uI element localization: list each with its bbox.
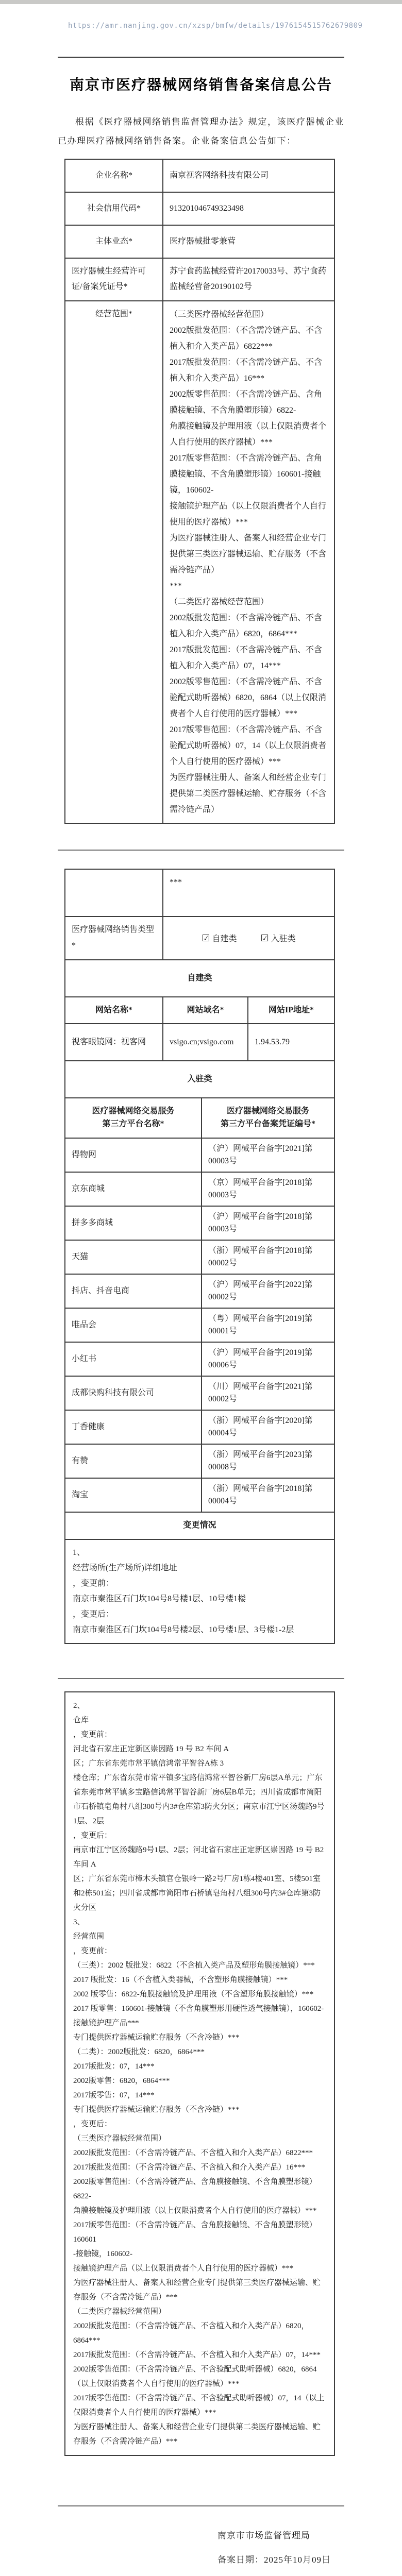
change-line: 南京市秦淮区石门坎104号8号楼1层、10号楼1楼 bbox=[73, 1594, 246, 1603]
change-line: 角膜接触镜及护理用液（以上仅限消费者个人自行使用的医疗器械）*** bbox=[73, 2206, 317, 2215]
change-line: 2017 版批发：16（不含植入类器械，不含塑形角膜接触镜）*** bbox=[73, 1975, 288, 1984]
platform-cert: （浙）网械平台备字[2020]第00004号 bbox=[202, 1411, 335, 1445]
change-line: 2017版零售范围：（不含需冷链产品、含角膜接触镜、不含角膜塑形镜）160601 bbox=[73, 2221, 317, 2244]
change-line: 经营范围 bbox=[73, 1932, 105, 1941]
change-lines bbox=[73, 1545, 327, 1638]
field-value: 医疗器械批零兼营 bbox=[163, 226, 335, 259]
change-line: 楼仓库；广东省东莞市常平镇多宝路信鸿常平智谷新厂房6层A单元；广东省东莞市常平镇多宝路信鸿常平智谷新厂房6层B单元；四川省成都市简阳市石桥镇皂角村八组300号内3#仓库第3防火分区；南京市江宁区汤魏路9号1层、2层 bbox=[73, 1773, 325, 1825]
platform-row bbox=[65, 1445, 335, 1479]
platform-cert: （沪）网械平台备字[2018]第00003号 bbox=[202, 1207, 335, 1241]
scope-line: 2017版零售范围：（不含需冷链产品、含角膜接触镜、不含角膜塑形镜）160601-接触镜，160602- bbox=[170, 453, 323, 495]
platform-row bbox=[65, 1479, 335, 1513]
section-band-changes bbox=[65, 1513, 335, 1539]
change-line: 接触镜护理产品*** bbox=[73, 2019, 139, 2027]
option-label: 入驻类 bbox=[271, 934, 296, 943]
field-label: 医疗器械网络销售类型* bbox=[65, 917, 163, 960]
scope-line: （三类医疗器械经营范围） bbox=[170, 310, 269, 319]
option-label: 自建类 bbox=[212, 934, 237, 943]
table-row bbox=[65, 226, 335, 259]
platform-name: 天猫 bbox=[65, 1241, 202, 1275]
field-label: 医疗器械生经营许可证/备案凭证号* bbox=[65, 259, 163, 301]
table-row-masked bbox=[65, 870, 335, 917]
platform-row bbox=[65, 1139, 335, 1173]
platform-cert: （沪）网械平台备字[2022]第00002号 bbox=[202, 1275, 335, 1309]
column-header: 网站IP地址* bbox=[248, 997, 335, 1024]
change-content bbox=[65, 1692, 335, 2456]
platform-cert: （川）网械平台备字[2021]第00002号 bbox=[202, 1377, 335, 1411]
change-line: 3、 bbox=[73, 1918, 85, 1926]
section-header: 入驻类 bbox=[65, 1061, 335, 1098]
change-line: 2017版批发：07，14*** bbox=[73, 2062, 155, 2071]
change-line: 2017版批发范围：（不含需冷链产品、不含植入和介入类产品）16*** bbox=[73, 2163, 306, 2172]
page-url: https://amr.nanjing.gov.cn/xzsp/bmfw/details/1976154515762679809 bbox=[68, 22, 363, 30]
change-line: 区；广东省东莞市常平镇信鸿常平智谷A栋 3 bbox=[73, 1759, 224, 1768]
change-line: 为医疗器械注册人、备案人和经营企业专门提供第二类医疗器械运输、贮存服务（不含需冷链产品）*** bbox=[73, 2422, 321, 2446]
checkbox-checked-icon: ☑ bbox=[260, 933, 269, 943]
field-label: 主体业态* bbox=[65, 226, 163, 259]
platform-name: 得物网 bbox=[65, 1139, 202, 1173]
platform-name: 唯品会 bbox=[65, 1309, 202, 1343]
platform-name: 成都快购科技有限公司 bbox=[65, 1377, 202, 1411]
platform-cert: （沪）网械平台备字[2019]第00006号 bbox=[202, 1343, 335, 1377]
scan-top-strip bbox=[0, 0, 402, 4]
column-header: 网站名称* bbox=[65, 997, 163, 1024]
change-line: ，变更后： bbox=[73, 1609, 114, 1619]
platform-name: 丁香健康 bbox=[65, 1411, 202, 1445]
network-sales-table bbox=[64, 869, 335, 1644]
table-row bbox=[65, 193, 335, 226]
change-line: ，变更后： bbox=[73, 2120, 112, 2128]
change-line: （三类医疗器械经营范围） bbox=[73, 2134, 166, 2143]
platform-cert: （浙）网械平台备字[2018]第00002号 bbox=[202, 1241, 335, 1275]
change-line: 2、 bbox=[73, 1701, 85, 1710]
change-line: 2002 版零售：6822-角膜接触镜及护理用液（不含塑形角膜接触镜）*** bbox=[73, 1990, 314, 1998]
page-divider bbox=[58, 2505, 344, 2506]
document-page bbox=[0, 4, 402, 2576]
checkbox-checked-icon: ☑ bbox=[202, 933, 210, 943]
change-lines bbox=[73, 1699, 326, 2449]
platform-name-header: 医疗器械网络交易服务 第三方平台名称* bbox=[65, 1098, 202, 1139]
platform-row bbox=[65, 1207, 335, 1241]
table-row-scope bbox=[65, 301, 335, 824]
change-line: 1、 bbox=[73, 1548, 86, 1557]
change-line: 为医疗器械注册人、备案人和经营企业专门提供第三类医疗器械运输、贮存服务（不含需冷链产品）*** bbox=[73, 2278, 321, 2301]
field-value: 苏宁食药监械经营许20170033号、苏宁食药监械经营备20190102号 bbox=[163, 259, 335, 301]
change-line: （二类）：2002版批发：6820，6864*** bbox=[73, 2047, 205, 2056]
platform-cert-header: 医疗器械网络交易服务 第三方平台备案凭证编号* bbox=[202, 1098, 335, 1139]
document-footer bbox=[217, 2528, 344, 2565]
scope-line: （二类医疗器械经营范围） bbox=[170, 597, 269, 606]
issuing-authority: 南京市市场监督管理局 bbox=[217, 2530, 310, 2540]
scope-line: 2002版零售范围：（不含需冷链产品、不含验配式助听器械）6820，6864（以上仅限消费者个人自行使用的医疗器械）*** bbox=[170, 677, 327, 718]
change-line: 2017版零售：07，14*** bbox=[73, 2091, 155, 2099]
company-rows bbox=[65, 160, 335, 259]
section-band-self-built bbox=[65, 960, 335, 997]
change-line: 专门提供医疗器械运输贮存服务（不含冷链）*** bbox=[73, 2105, 240, 2114]
platform-cert: （京）网械平台备字[2018]第00003号 bbox=[202, 1173, 335, 1207]
change-line: 经营场所(生产场所)详细地址 bbox=[73, 1563, 177, 1572]
scope-line: 2002版零售范围：（不含需冷链产品、含角膜接触镜、不含角膜塑形镜）6822- bbox=[170, 389, 323, 415]
change-line: 车间 A bbox=[73, 1860, 96, 1869]
change-line: 2002版零售范围：（不含需冷链产品、不含验配式助听器械）6820，6864（以上仅限消费者个人自行使用的医疗器械）*** bbox=[73, 2365, 317, 2388]
platform-row bbox=[65, 1309, 335, 1343]
platform-name: 小红书 bbox=[65, 1343, 202, 1377]
change-line: 南京市江宁区汤魏路9号1层、2层；河北省石家庄正定新区崇因路 19 号 B2 bbox=[73, 1845, 324, 1854]
platform-cert: （沪）网械平台备字[2021]第00003号 bbox=[202, 1139, 335, 1173]
scope-line: 2002版批发范围：（不含需冷链产品、不含植入和介入类产品）6822*** bbox=[170, 326, 323, 351]
change-content bbox=[65, 1540, 335, 1644]
platform-row bbox=[65, 1411, 335, 1445]
column-header: 网站域名* bbox=[163, 997, 248, 1024]
section-header: 变更情况 bbox=[65, 1513, 335, 1539]
website-header-row bbox=[65, 997, 335, 1024]
change-line: 河北省石家庄正定新区崇因路 19 号 B2 车间 A bbox=[73, 1744, 229, 1753]
section-band-entry bbox=[65, 1061, 335, 1098]
intro-paragraph: 根据《医疗器械网络销售监督管理办法》规定，该医疗器械企业已办理医疗器械网络销售备案。企业备案信息公告如下： bbox=[58, 117, 344, 146]
scope-line: 为医疗器械注册人、备案人和经营企业专门提供第二类医疗器械运输、贮存服务（不含需冷链产品） bbox=[170, 773, 327, 814]
website-ip: 1.94.53.79 bbox=[248, 1024, 335, 1061]
section-header: 自建类 bbox=[65, 960, 335, 997]
scope-line: 2017版零售范围：（不含需冷链产品、不含验配式助听器械）07，14（以上仅限消费者个人自行使用的医疗器械）*** bbox=[170, 725, 327, 766]
change-line: 仓库 bbox=[73, 1716, 89, 1724]
change-line: 区；广东省东莞市樟木头镇官仓银岭一路2号厂房1栋4楼401室、5楼501室和2栋501室；四川省成都市简阳市石桥镇皂角村八组300号内3#仓库第3防火分区 bbox=[73, 1874, 321, 1912]
platform-row bbox=[65, 1241, 335, 1275]
website-name: 视客眼镜网：视客网 bbox=[65, 1024, 163, 1061]
scope-lines bbox=[170, 307, 328, 818]
page-title: 南京市医疗器械网络销售备案信息公告 bbox=[69, 77, 332, 93]
platform-rows bbox=[65, 1139, 335, 1513]
field-label: 企业名称* bbox=[65, 160, 163, 193]
platform-cert: （浙）网械平台备字[2023]第00008号 bbox=[202, 1445, 335, 1479]
scope-line: 2002版批发范围：（不含需冷链产品、不含植入和介入类产品）6820，6864*** bbox=[170, 613, 323, 638]
platform-cert: （粤）网械平台备字[2019]第00001号 bbox=[202, 1309, 335, 1343]
platform-cert: （浙）网械平台备字[2018]第00004号 bbox=[202, 1479, 335, 1513]
filing-date: 备案日期：2025年10月09日 bbox=[217, 2554, 331, 2565]
platform-row bbox=[65, 1275, 335, 1309]
field-label: 经营范围* bbox=[65, 301, 163, 824]
change-line: 2002版零售：6820，6864*** bbox=[73, 2076, 170, 2085]
change-row-1 bbox=[65, 1540, 335, 1644]
change-line: 接触镜护理产品（以上仅限消费者个人自行使用的医疗器械）*** bbox=[73, 2264, 294, 2273]
platform-row bbox=[65, 1377, 335, 1411]
change-line: 南京市秦淮区石门坎104号8号楼2层、10号楼1层、3号楼1-2层 bbox=[73, 1625, 294, 1634]
change-line: ，变更后： bbox=[73, 1831, 112, 1840]
table-row-license bbox=[65, 259, 335, 301]
scope-line: 接触镜护理产品（以上仅限消费者个人自行使用的医疗器械）*** bbox=[170, 501, 327, 527]
platform-row bbox=[65, 1173, 335, 1207]
header-divider bbox=[58, 57, 344, 58]
field-label: 社会信用代码* bbox=[65, 193, 163, 226]
change-line: -接触镜，160602- bbox=[73, 2249, 132, 2258]
table-row-sales-type bbox=[65, 917, 335, 960]
option-self-built bbox=[202, 929, 237, 947]
platform-name: 京东商城 bbox=[65, 1173, 202, 1207]
change-row-2 bbox=[65, 1692, 335, 2456]
change-line: 2017版零售范围：（不含需冷链产品、不含验配式助听器械）07，14（以上仅限消费者个人自行使用的医疗器械）*** bbox=[73, 2394, 325, 2417]
platform-name: 有赞 bbox=[65, 1445, 202, 1479]
change-line: 2017版批发范围：（不含需冷链产品、不含植入和介入类产品）07，14*** bbox=[73, 2350, 321, 2359]
change-line: 2002版零售范围：（不含需冷链产品、含角膜接触镜、不含角膜塑形镜）6822- bbox=[73, 2177, 317, 2200]
masked-value: *** bbox=[163, 870, 335, 917]
change-line: 2002版批发范围：（不含需冷链产品、不含植入和介入类产品）6822*** bbox=[73, 2148, 313, 2157]
change-line: ，变更前： bbox=[73, 1730, 112, 1739]
sales-type-options bbox=[163, 917, 335, 960]
platform-header-row bbox=[65, 1098, 335, 1139]
change-line: ，变更前： bbox=[73, 1579, 114, 1588]
change-line: 专门提供医疗器械运输贮存服务（不含冷链）*** bbox=[73, 2033, 240, 2042]
scope-line: *** bbox=[170, 581, 182, 590]
platform-name: 淘宝 bbox=[65, 1479, 202, 1513]
website-data-row bbox=[65, 1024, 335, 1061]
change-continuation-table bbox=[64, 1691, 335, 2456]
change-line: （三类）：2002 版批发：6822（不含植入类产品及塑形角膜接触镜）*** bbox=[73, 1961, 315, 1970]
platform-name: 拼多多商城 bbox=[65, 1207, 202, 1241]
platform-row bbox=[65, 1343, 335, 1377]
field-value: 913201046749323498 bbox=[163, 193, 335, 226]
change-line: 2002版批发范围：（不含需冷链产品、不含植入和介入类产品）6820，6864*** bbox=[73, 2321, 309, 2345]
website-domain: vsigo.cn;vsigo.com bbox=[163, 1024, 248, 1061]
change-line: 2017 版零售：160601-接触镜（不含角膜塑形用硬性透气接触镜），160602- bbox=[73, 2004, 324, 2013]
scope-line: 2017版批发范围：（不含需冷链产品、不含植入和介入类产品）07，14*** bbox=[170, 645, 323, 670]
change-line: （二类医疗器械经营范围） bbox=[73, 2307, 166, 2316]
table-row bbox=[65, 160, 335, 193]
platform-name: 抖店、抖音电商 bbox=[65, 1275, 202, 1309]
scope-line: 为医疗器械注册人、备案人和经营企业专门提供第三类医疗器械运输、贮存服务（不含需冷链产品） bbox=[170, 533, 327, 574]
scope-line: 2017版批发范围：（不含需冷链产品、不含植入和介入类产品）16*** bbox=[170, 358, 323, 383]
company-info-table bbox=[64, 159, 335, 824]
scope-line: 角膜接触镜及护理用液（以上仅限消费者个人自行使用的医疗器械）*** bbox=[170, 421, 327, 447]
field-label-empty bbox=[65, 870, 163, 917]
change-line: ，变更前： bbox=[73, 1946, 112, 1955]
scope-value bbox=[163, 301, 335, 824]
field-value: 南京视客网络科技有限公司 bbox=[163, 160, 335, 193]
option-entry bbox=[261, 929, 296, 947]
